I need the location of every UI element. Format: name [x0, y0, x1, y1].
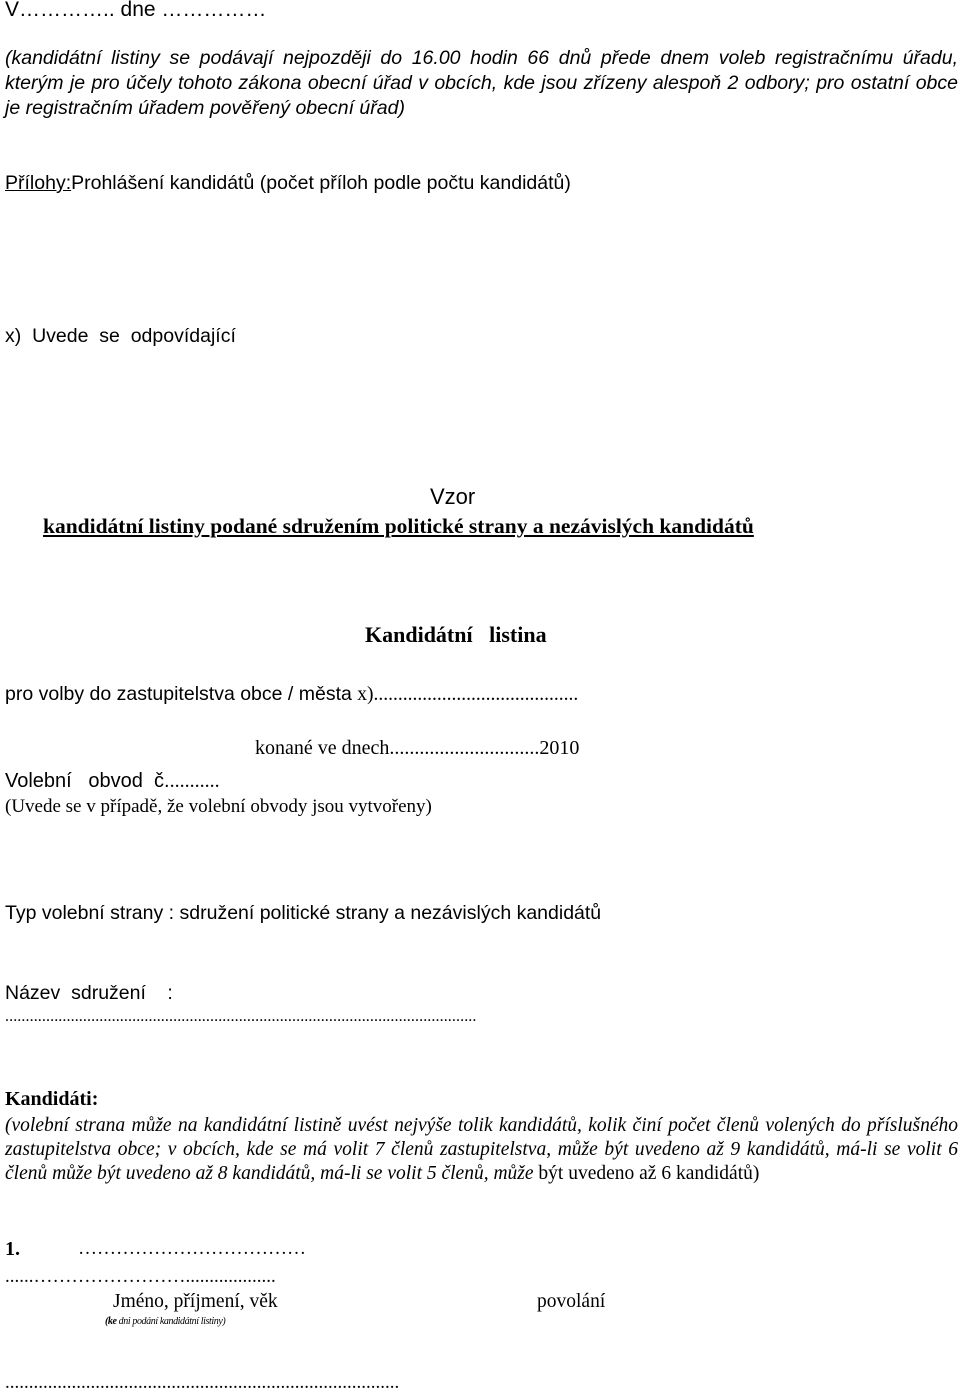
party-type-label: Typ volební strany — [5, 902, 164, 924]
candidates-note — [5, 1114, 958, 1186]
attachments-text: Prohlášení kandidátů (počet příloh podle počtu kandidátů) — [71, 172, 571, 194]
candidate-name-sublabel-text: dni podání kandidátní listiny) — [116, 1316, 226, 1327]
candidate-entry-number: 1. — [5, 1238, 20, 1260]
header-prefix: V — [5, 0, 20, 21]
header-dots-1: ………….. — [19, 0, 115, 21]
election-suffix: x).......................................... — [357, 684, 579, 705]
footnote-x: x) Uvede se odpovídající — [5, 325, 236, 347]
association-name-dots: ................................................................................................................... — [5, 1008, 477, 1025]
attachments-line — [5, 172, 571, 195]
association-name-colon: : — [167, 982, 173, 1004]
candidate-bottom-dots: ................................................................................... — [5, 1372, 400, 1393]
district-line — [5, 770, 220, 793]
party-type-value: : sdružení politické strany a nezávislých kandidátů — [168, 902, 602, 924]
candidate-name-sublabel — [105, 1316, 225, 1327]
association-name-line — [5, 982, 173, 1005]
form-title: Kandidátní listina — [365, 622, 547, 647]
election-held-label: konané ve dnech — [255, 737, 390, 759]
party-type-line — [5, 902, 601, 925]
intro-note: (kandidátní listiny se podávají nejpozději do 16.00 hodin 66 dnů přede dnem voleb registračnímu úřadu, kterým je pro účely tohoto zákona obecní úřad v obcích, kde jsou zřízeny alespoň 2 odbory; pro ostatní obce je registračním úřadem pověřený obecní úřad) — [5, 47, 958, 119]
candidate-entry-dots-2: ......……………………................... — [5, 1266, 276, 1287]
election-text: pro volby do zastupitelstva obce / města — [5, 683, 352, 705]
candidate-name-label: Jméno, příjmení, věk — [113, 1291, 278, 1312]
election-held-line — [255, 737, 579, 760]
candidate-entry-dots-1: ……………………………… — [78, 1238, 306, 1259]
header-line — [5, 0, 266, 22]
header-dots-2: …………… — [161, 0, 267, 21]
candidate-name-sublabel-bold: (ke — [105, 1316, 117, 1327]
attachments-label: Přílohy: — [5, 172, 72, 194]
candidate-occupation-label: povolání — [537, 1291, 606, 1312]
district-dots: .......... — [169, 770, 220, 792]
header-word: dne — [120, 0, 156, 21]
candidates-note-tail: být uvedeno až 6 kandidátů) — [538, 1163, 760, 1184]
election-line — [5, 683, 578, 706]
candidates-title: Kandidáti: — [5, 1088, 99, 1110]
vzor-title: Vzor — [430, 484, 476, 509]
candidates-note-italic: (volební strana může na kandidátní listině uvést nejvýše tolik kandidátů, kolik činí počet členů volených do příslušného zastupitelstva obce; v obcích, kde se má volit 7 členů zastupitelstva, může být uvedeno až 9 kandidátů, má-li se volit 6 členů může být uvedeno až 8 kandidátů, má-li se volit 5 členů, může — [5, 1115, 958, 1184]
association-name-label: Název sdružení — [5, 982, 146, 1004]
vzor-subtitle: kandidátní listiny podané sdružením politické strany a nezávislých kandidátů — [43, 514, 754, 538]
district-note: (Uvede se v případě, že volební obvody jsou vytvořeny) — [5, 796, 432, 817]
election-held-dots: ..............................2010 — [389, 737, 580, 759]
district-label: Volební obvod č. — [5, 770, 170, 792]
